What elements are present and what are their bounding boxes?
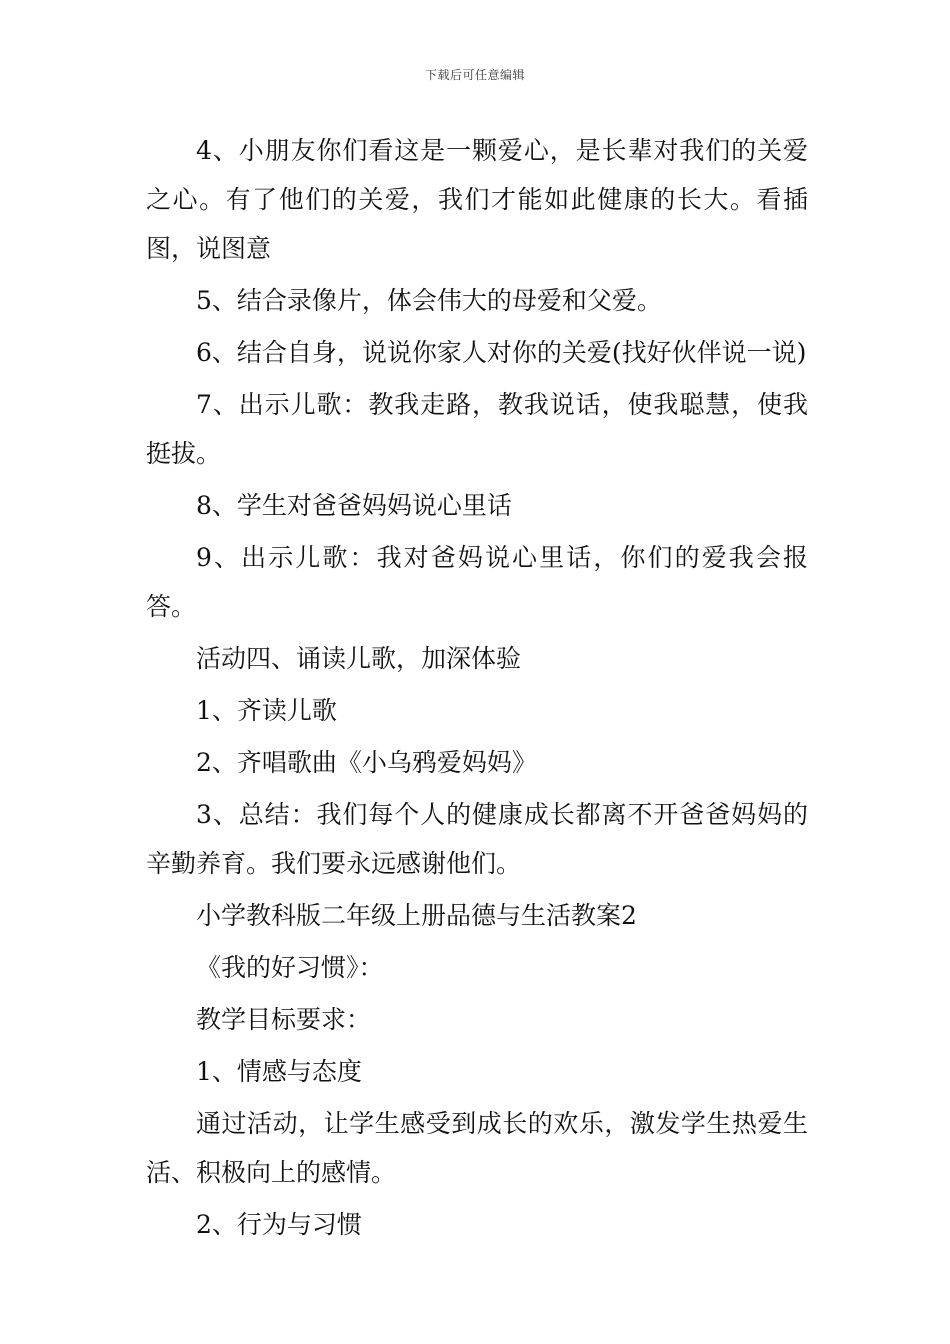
- paragraph-step-4: 4、小朋友你们看这是一颗爱心，是长辈对我们的关爱之心。有了他们的关爱，我们才能如此健康的长大。看插图，说图意: [146, 136, 808, 263]
- paragraph-step-9: 9、出示儿歌：我对爸妈说心里话，你们的爱我会报答。: [146, 543, 808, 621]
- document-body: [146, 126, 808, 1252]
- paragraph-item-2: 2、齐唱歌曲《小乌鸦爱妈妈》: [196, 748, 537, 777]
- paragraph-lesson-name: 《我的好习惯》：: [196, 953, 384, 982]
- paragraph-activity-four: 活动四、诵读儿歌，加深体验: [196, 644, 522, 673]
- paragraph-goal-1-detail: 通过活动，让学生感受到成长的欢乐，激发学生热爱生活、积极向上的感情。: [146, 1109, 808, 1187]
- paragraph-step-7: 7、出示儿歌：教我走路，教我说话，使我聪慧，使我挺拔。: [146, 390, 808, 468]
- page-header-note: 下载后可任意编辑: [424, 68, 525, 82]
- paragraph-lesson-title: 小学教科版二年级上册品德与生活教案2: [196, 901, 637, 930]
- paragraph-item-3-summary: 3、总结：我们每个人的健康成长都离不开爸爸妈妈的辛勤养育。我们要永远感谢他们。: [146, 800, 808, 878]
- paragraph-goal-1: 1、情感与态度: [196, 1057, 362, 1086]
- paragraph-step-5: 5、结合录像片，体会伟大的母爱和父爱。: [196, 286, 662, 315]
- paragraph-item-1: 1、齐读儿歌: [196, 696, 337, 725]
- paragraph-goal-2: 2、行为与习惯: [196, 1210, 362, 1239]
- paragraph-step-8: 8、学生对爸爸妈妈说心里话: [196, 491, 512, 520]
- paragraph-goals-heading: 教学目标要求：: [196, 1005, 372, 1034]
- paragraph-step-6: 6、结合自身，说说你家人对你的关爱(找好伙伴说一说): [196, 338, 807, 367]
